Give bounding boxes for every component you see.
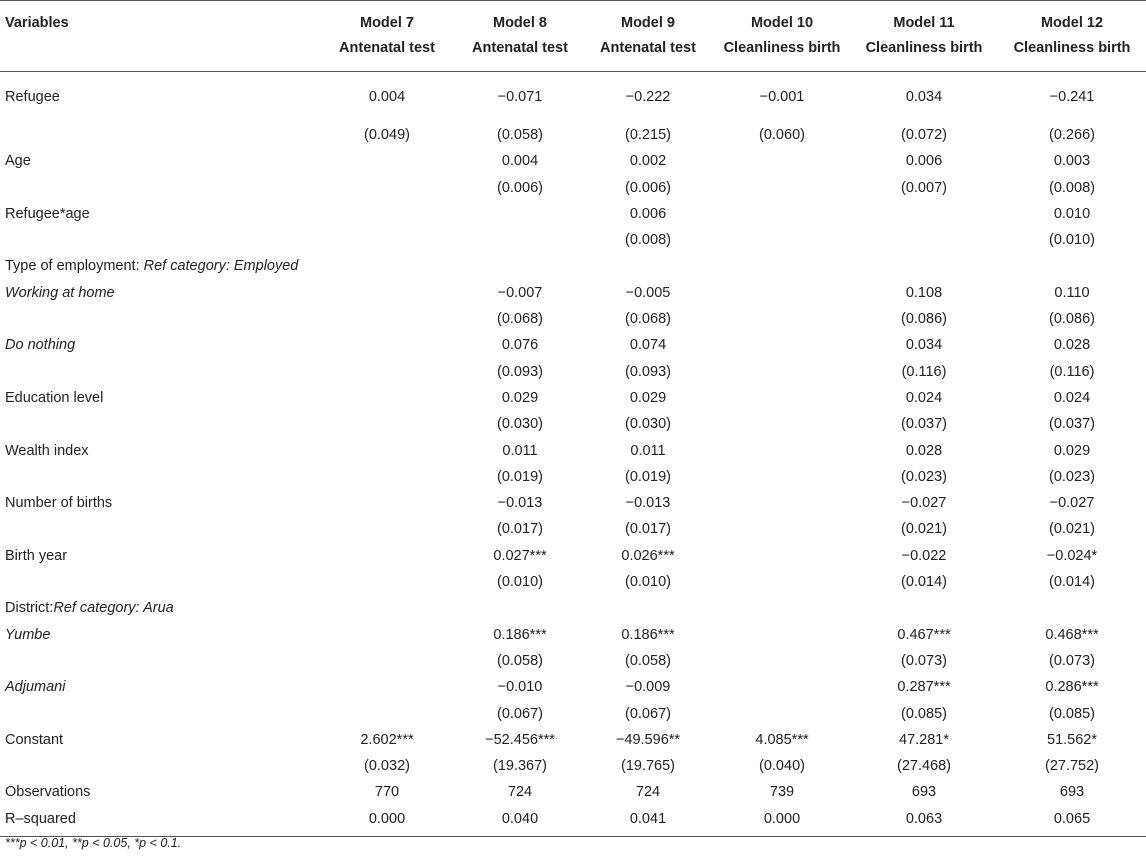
header-variables xyxy=(0,1,316,72)
table-cell: (27.752) xyxy=(1044,758,1099,775)
table-cell: 0.004 xyxy=(501,153,539,170)
table-cell: 0.029 xyxy=(1053,442,1091,459)
table-cell: (0.073) xyxy=(1049,652,1095,669)
table-cell: −0.007 xyxy=(497,284,543,301)
table-cell xyxy=(714,648,850,674)
table-cell xyxy=(316,227,458,253)
table-row xyxy=(0,806,1146,837)
row-label xyxy=(0,622,316,648)
header-model-name: Model 8 xyxy=(493,15,547,31)
table-cell: (0.008) xyxy=(1049,179,1095,196)
row-label xyxy=(0,227,316,253)
table-cell: 0.000 xyxy=(316,806,458,837)
table-cell: 0.034 xyxy=(905,337,943,354)
row-label xyxy=(0,411,316,437)
table-cell xyxy=(714,674,850,700)
row-label-reference: Ref category: Employed xyxy=(143,258,299,275)
table-cell xyxy=(582,253,714,279)
table-cell xyxy=(316,359,458,385)
header-model-name: Model 10 xyxy=(750,15,814,31)
row-label xyxy=(0,253,316,279)
table-row xyxy=(0,727,1146,753)
table-cell: (0.010) xyxy=(1049,232,1095,249)
table-cell: (0.019) xyxy=(625,468,671,485)
table-row xyxy=(0,753,1146,779)
row-label-text: Do nothing xyxy=(5,337,76,354)
row-label-text: Constant xyxy=(5,731,64,748)
table-cell: 0.286*** xyxy=(1045,679,1099,696)
row-label xyxy=(0,701,316,727)
table-row xyxy=(0,779,1146,805)
table-cell xyxy=(714,438,850,464)
table-cell: (0.040) xyxy=(759,758,805,775)
table-cell: −0.071 xyxy=(497,89,543,105)
table-cell xyxy=(998,253,1146,279)
table-cell: (0.086) xyxy=(901,311,947,328)
table-cell xyxy=(850,595,998,621)
table-cell xyxy=(714,569,850,595)
row-label xyxy=(0,595,316,621)
table-cell xyxy=(316,306,458,332)
table-cell: (0.023) xyxy=(1049,468,1095,485)
header-outcome: Antenatal test xyxy=(600,40,696,56)
row-label xyxy=(0,674,316,700)
row-label xyxy=(0,280,316,306)
table-cell: 0.468*** xyxy=(1045,626,1099,643)
header-model-name: Model 12 xyxy=(1040,15,1104,31)
row-label-text: Adjumani xyxy=(5,679,66,696)
table-row xyxy=(0,306,1146,332)
row-label xyxy=(0,306,316,332)
table-cell: 0.186*** xyxy=(493,626,547,643)
table-cell: (0.030) xyxy=(625,416,671,433)
table-cell: 0.287*** xyxy=(897,679,951,696)
table-cell: (0.037) xyxy=(901,416,947,433)
table-cell: (0.093) xyxy=(625,363,671,380)
table-cell: 724 xyxy=(635,784,661,801)
table-cell: 0.029 xyxy=(629,389,667,406)
table-cell xyxy=(316,332,458,358)
table-cell: −0.222 xyxy=(625,89,671,105)
table-cell xyxy=(458,253,582,279)
table-cell: (0.058) xyxy=(625,652,671,669)
table-cell xyxy=(316,201,458,227)
table-cell: (0.073) xyxy=(901,652,947,669)
header-model-name: Model 9 xyxy=(621,15,675,31)
table-row xyxy=(0,359,1146,385)
table-row xyxy=(0,674,1146,700)
table-cell xyxy=(714,332,850,358)
table-cell: (0.010) xyxy=(497,574,543,591)
table-cell xyxy=(458,595,582,621)
table-cell: (0.215) xyxy=(625,127,671,143)
table-cell: 0.004 xyxy=(368,89,406,105)
table-row xyxy=(0,516,1146,542)
row-label-text: Refugee xyxy=(5,89,60,105)
table-cell xyxy=(714,280,850,306)
table-row xyxy=(0,411,1146,437)
table-cell: −0.005 xyxy=(625,284,671,301)
table-cell: (0.006) xyxy=(625,179,671,196)
header-model-12 xyxy=(998,1,1146,72)
table-cell: 0.026*** xyxy=(621,547,675,564)
table-cell: (0.030) xyxy=(497,416,543,433)
table-cell: (0.058) xyxy=(497,127,543,143)
table-cell: (0.014) xyxy=(1049,574,1095,591)
row-label xyxy=(0,806,316,837)
table-row xyxy=(0,72,1146,123)
table-row xyxy=(0,438,1146,464)
row-label xyxy=(0,175,316,201)
row-label xyxy=(0,569,316,595)
table-cell: 0.186*** xyxy=(621,626,675,643)
table-cell xyxy=(714,490,850,516)
row-label xyxy=(0,753,316,779)
row-label-text: Working at home xyxy=(5,284,115,301)
table-cell xyxy=(316,148,458,174)
row-label-text: R–squared xyxy=(5,810,76,827)
table-cell xyxy=(714,464,850,490)
table-row xyxy=(0,227,1146,253)
table-row xyxy=(0,622,1146,648)
table-cell: 0.010 xyxy=(1053,205,1091,222)
table-cell: (27.468) xyxy=(896,758,951,775)
row-label-text: Type of employment: xyxy=(5,258,144,275)
table-cell: −0.241 xyxy=(1049,89,1095,105)
table-cell: 0.024 xyxy=(1053,389,1091,406)
row-label xyxy=(0,385,316,411)
table-cell: (0.116) xyxy=(901,363,947,380)
table-row xyxy=(0,175,1146,201)
table-row xyxy=(0,201,1146,227)
table-cell: (0.072) xyxy=(901,127,947,143)
table-cell xyxy=(316,464,458,490)
table-cell: 770 xyxy=(374,784,400,801)
table-cell xyxy=(850,253,998,279)
table-cell: 724 xyxy=(507,784,533,801)
table-cell: (0.010) xyxy=(625,574,671,591)
table-cell: (0.049) xyxy=(364,127,410,143)
table-cell xyxy=(850,227,998,253)
table-cell: 0.028 xyxy=(1053,337,1091,354)
table-cell xyxy=(316,674,458,700)
row-label xyxy=(0,648,316,674)
table-cell: 693 xyxy=(911,784,937,801)
row-label xyxy=(0,122,316,148)
table-cell: −49.596** xyxy=(615,731,681,748)
table-cell: 0.027*** xyxy=(493,547,547,564)
table-cell xyxy=(316,385,458,411)
table-cell: (19.367) xyxy=(492,758,547,775)
header-model-11 xyxy=(850,1,998,72)
header-model-9 xyxy=(582,1,714,72)
table-cell xyxy=(714,148,850,174)
table-cell: 0.006 xyxy=(905,153,943,170)
table-cell: −0.001 xyxy=(759,89,805,105)
table-cell: (0.067) xyxy=(625,705,671,722)
table-cell: (19.765) xyxy=(620,758,675,775)
table-cell: 0.002 xyxy=(629,153,667,170)
table-body xyxy=(0,72,1146,837)
row-label xyxy=(0,779,316,805)
row-label-text: Yumbe xyxy=(5,626,51,643)
table-row xyxy=(0,122,1146,148)
table-cell: −0.009 xyxy=(625,679,671,696)
table-cell: (0.060) xyxy=(759,127,805,143)
table-cell xyxy=(316,438,458,464)
table-cell xyxy=(850,201,998,227)
table-row xyxy=(0,569,1146,595)
table-cell: (0.266) xyxy=(1049,127,1095,143)
table-cell: 0.000 xyxy=(714,806,850,837)
table-cell xyxy=(458,227,582,253)
table-cell: 4.085*** xyxy=(755,731,809,748)
table-cell: 0.040 xyxy=(458,806,582,837)
table-cell xyxy=(458,201,582,227)
table-cell: 0.034 xyxy=(905,89,943,105)
table-cell xyxy=(316,411,458,437)
table-row xyxy=(0,148,1146,174)
table-cell: (0.068) xyxy=(625,311,671,328)
row-label-text: Refugee*age xyxy=(5,205,90,222)
table-cell xyxy=(316,490,458,516)
table-cell: 0.024 xyxy=(905,389,943,406)
table-row xyxy=(0,385,1146,411)
row-label-text: Observations xyxy=(5,784,91,801)
table-cell: (0.014) xyxy=(901,574,947,591)
table-cell: 0.063 xyxy=(850,806,998,837)
header-outcome: Cleanliness birth xyxy=(723,40,841,56)
table-cell: 0.006 xyxy=(629,205,667,222)
header-variables-label: Variables xyxy=(5,15,69,31)
table-cell: −0.010 xyxy=(497,679,543,696)
header-outcome: Antenatal test xyxy=(339,40,435,56)
table-cell xyxy=(714,701,850,727)
table-cell: (0.068) xyxy=(497,311,543,328)
header-row xyxy=(0,1,1146,72)
table-cell xyxy=(316,543,458,569)
table-cell: (0.058) xyxy=(497,652,543,669)
table-row xyxy=(0,701,1146,727)
table-cell: 0.041 xyxy=(582,806,714,837)
row-label xyxy=(0,72,316,123)
table-cell: 0.065 xyxy=(998,806,1146,837)
table-cell xyxy=(316,701,458,727)
table-cell: (0.085) xyxy=(901,705,947,722)
table-row xyxy=(0,595,1146,621)
row-label-text: Age xyxy=(5,153,31,170)
table-cell xyxy=(714,227,850,253)
table-cell: (0.086) xyxy=(1049,311,1095,328)
table-row xyxy=(0,490,1146,516)
table-cell: (0.093) xyxy=(497,363,543,380)
table-row xyxy=(0,543,1146,569)
table-cell: (0.019) xyxy=(497,468,543,485)
table-cell xyxy=(714,385,850,411)
row-label xyxy=(0,359,316,385)
significance-note: ***p < 0.01, **p < 0.05, *p < 0.1. xyxy=(5,836,182,850)
table-cell: 0.029 xyxy=(501,389,539,406)
table-cell: 0.467*** xyxy=(897,626,951,643)
header-model-8 xyxy=(458,1,582,72)
header-model-10 xyxy=(714,1,850,72)
table-cell: 0.110 xyxy=(1054,284,1090,301)
header-model-name: Model 11 xyxy=(893,15,955,31)
table-cell: 0.011 xyxy=(630,442,666,459)
row-label-text: District: xyxy=(5,600,54,617)
table-cell: −0.027 xyxy=(1049,495,1095,512)
row-label-text: Education level xyxy=(5,389,104,406)
table-cell: 47.281* xyxy=(899,731,949,748)
table-cell: 51.562* xyxy=(1047,731,1097,748)
table-cell xyxy=(316,569,458,595)
table-cell xyxy=(316,280,458,306)
header-outcome: Antenatal test xyxy=(472,40,568,56)
table-cell xyxy=(714,516,850,542)
table-cell: (0.037) xyxy=(1049,416,1095,433)
table-cell: 0.076 xyxy=(501,337,539,354)
table-cell: (0.021) xyxy=(1049,521,1095,538)
table-cell xyxy=(714,622,850,648)
table-row xyxy=(0,280,1146,306)
row-label-text: Number of births xyxy=(5,495,113,512)
table-cell: 2.602*** xyxy=(360,731,414,748)
table-cell xyxy=(714,201,850,227)
table-cell: 693 xyxy=(1059,784,1085,801)
row-label xyxy=(0,148,316,174)
table-cell xyxy=(998,595,1146,621)
table-cell xyxy=(582,595,714,621)
table-cell: 0.074 xyxy=(629,337,667,354)
table-cell: (0.116) xyxy=(1049,363,1095,380)
table-cell: (0.017) xyxy=(497,521,543,538)
row-label xyxy=(0,543,316,569)
row-label xyxy=(0,490,316,516)
table-cell xyxy=(714,411,850,437)
table-cell: (0.032) xyxy=(364,758,410,775)
table-cell: 0.003 xyxy=(1053,153,1091,170)
row-label xyxy=(0,332,316,358)
table-cell: (0.085) xyxy=(1049,705,1095,722)
table-cell xyxy=(316,595,458,621)
row-label xyxy=(0,727,316,753)
table-cell xyxy=(714,306,850,332)
table-cell xyxy=(714,175,850,201)
table-cell xyxy=(316,516,458,542)
row-label xyxy=(0,464,316,490)
table-row xyxy=(0,464,1146,490)
table-cell xyxy=(316,648,458,674)
table-cell: −0.027 xyxy=(901,495,947,512)
table-row xyxy=(0,253,1146,279)
table-cell xyxy=(714,543,850,569)
table-cell: −0.013 xyxy=(625,495,671,512)
table-cell: (0.007) xyxy=(901,179,947,196)
table-cell: 0.011 xyxy=(502,442,538,459)
header-model-7 xyxy=(316,1,458,72)
row-label-text: Birth year xyxy=(5,547,68,564)
table-cell: (0.017) xyxy=(625,521,671,538)
row-label-text: Wealth index xyxy=(5,442,89,459)
row-label-reference: Ref category: Arua xyxy=(53,600,174,617)
header-outcome: Cleanliness birth xyxy=(1013,40,1131,56)
table-cell: (0.021) xyxy=(901,521,947,538)
table-cell: 0.108 xyxy=(905,284,943,301)
row-label xyxy=(0,516,316,542)
table-cell xyxy=(714,595,850,621)
table-cell xyxy=(714,253,850,279)
table-cell: (0.023) xyxy=(901,468,947,485)
table-cell xyxy=(714,359,850,385)
table-row xyxy=(0,332,1146,358)
table-cell: (0.008) xyxy=(625,232,671,249)
header-model-name: Model 7 xyxy=(360,15,414,31)
table-cell: (0.006) xyxy=(497,179,543,196)
table-cell: −0.022 xyxy=(901,547,947,564)
row-label xyxy=(0,438,316,464)
row-label xyxy=(0,201,316,227)
table-cell: (0.067) xyxy=(497,705,543,722)
table-cell: −52.456*** xyxy=(485,731,555,748)
table-cell xyxy=(316,175,458,201)
table-cell: 739 xyxy=(769,784,795,801)
table-cell: −0.024* xyxy=(1046,547,1098,564)
table-cell xyxy=(316,622,458,648)
header-outcome: Cleanliness birth xyxy=(865,40,983,56)
table-cell: −0.013 xyxy=(497,495,543,512)
table-cell xyxy=(316,253,458,279)
table-row xyxy=(0,648,1146,674)
table-cell: 0.028 xyxy=(905,442,943,459)
